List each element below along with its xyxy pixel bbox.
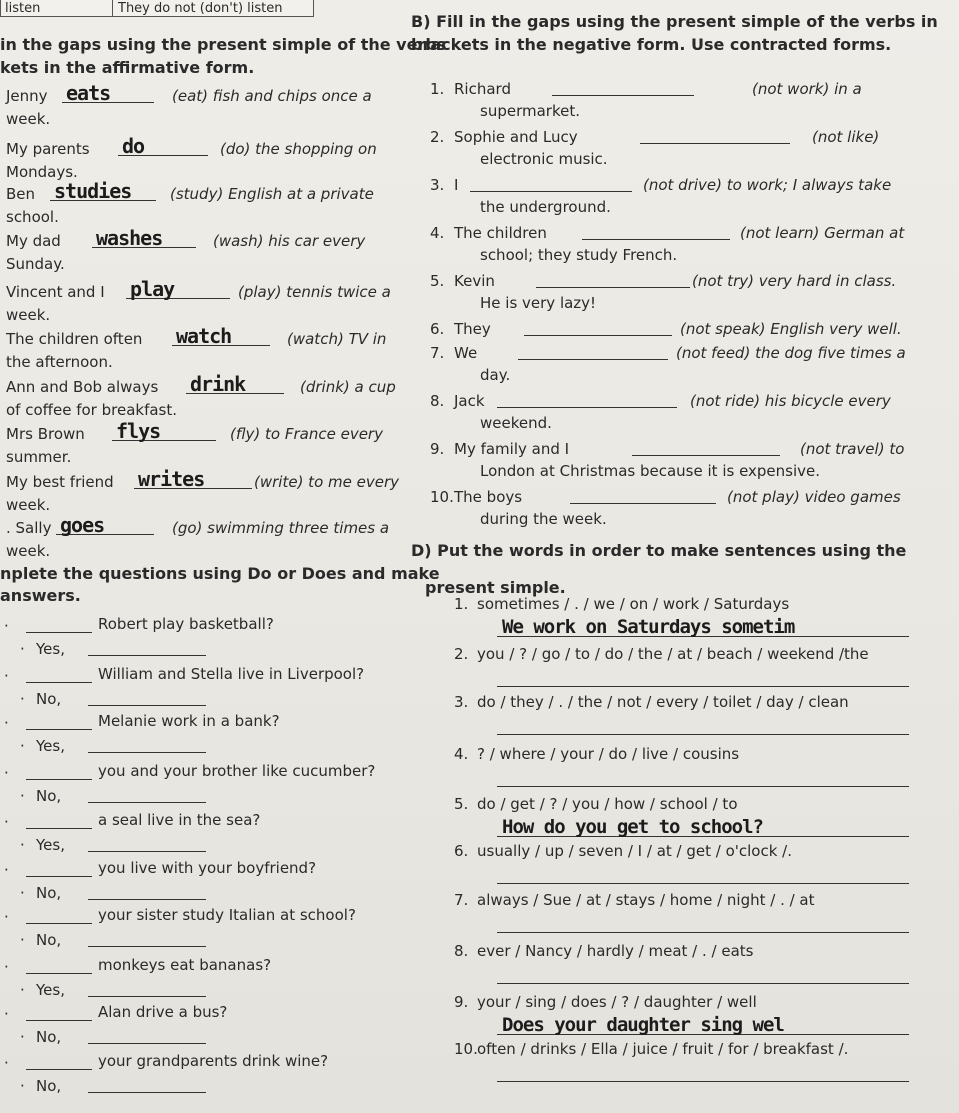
section-d-word-list: your / sing / does / ? / daughter / well bbox=[477, 993, 757, 1011]
section-b-item-prompt: (not ride) his bicycle every bbox=[690, 392, 891, 410]
section-c-bullet: · bbox=[20, 884, 25, 902]
section-d-item-number: 6. bbox=[454, 842, 469, 860]
section-a-item-continuation: the afternoon. bbox=[6, 353, 113, 371]
section-b-item-continuation: during the week. bbox=[480, 510, 607, 528]
section-c-question: Robert play basketball? bbox=[98, 615, 274, 633]
section-a-item-continuation: week. bbox=[6, 542, 51, 560]
section-d-sentence-blank[interactable] bbox=[497, 883, 909, 884]
section-a-heading-line2: kets in the affirmative form. bbox=[0, 58, 255, 77]
section-c-bullet: · bbox=[4, 958, 9, 976]
section-c-short-answer-blank[interactable] bbox=[88, 1043, 206, 1044]
section-c-bullet: · bbox=[4, 667, 9, 685]
section-a-item-subject: Jenny bbox=[6, 87, 48, 105]
section-b-item-subject: They bbox=[454, 320, 491, 338]
section-c-answer-start: Yes, bbox=[36, 836, 65, 854]
section-a-item-prompt: (drink) a cup bbox=[300, 378, 396, 396]
section-a-item-prompt: (go) swimming three times a bbox=[172, 519, 390, 537]
section-a-item-prompt: (write) to me every bbox=[254, 473, 399, 491]
section-b-item-prompt: (not work) in a bbox=[752, 80, 862, 98]
section-c-answer-start: No, bbox=[36, 931, 62, 949]
section-a-item-prompt: (do) the shopping on bbox=[220, 140, 377, 158]
section-a-handwritten-answer: play bbox=[130, 277, 175, 301]
section-b-item-continuation: supermarket. bbox=[480, 102, 580, 120]
section-a-handwritten-answer: drink bbox=[190, 372, 246, 396]
section-b-item-prompt: (not play) video games bbox=[727, 488, 901, 506]
section-c-bullet: · bbox=[20, 787, 25, 805]
section-d-handwritten-sentence: We work on Saturdays sometim bbox=[502, 616, 795, 638]
section-a-item-prompt: (wash) his car every bbox=[213, 232, 366, 250]
section-c-do-does-blank[interactable] bbox=[26, 973, 92, 974]
section-b-item-number: 5. bbox=[430, 272, 445, 290]
section-c-short-answer-blank[interactable] bbox=[88, 899, 206, 900]
section-b-item-prompt: (not travel) to bbox=[800, 440, 905, 458]
section-b-item-number: 6. bbox=[430, 320, 445, 338]
section-c-question: Alan drive a bus? bbox=[98, 1003, 228, 1021]
top-example: They do not (don't) listen bbox=[118, 1, 283, 16]
section-c-answer-start: No, bbox=[36, 1077, 62, 1095]
section-d-sentence-blank[interactable] bbox=[497, 734, 909, 735]
section-c-answer-start: No, bbox=[36, 1028, 62, 1046]
section-b-answer-blank[interactable] bbox=[518, 359, 668, 360]
section-d-word-list: ? / where / your / do / live / cousins bbox=[477, 745, 740, 763]
section-a-item-prompt: (fly) to France every bbox=[230, 425, 383, 443]
section-c-bullet: · bbox=[20, 737, 25, 755]
section-c-short-answer-blank[interactable] bbox=[88, 705, 206, 706]
section-b-item-subject: The boys bbox=[454, 488, 523, 506]
section-d-sentence-blank[interactable] bbox=[497, 1081, 909, 1082]
section-d-item-number: 2. bbox=[454, 645, 469, 663]
section-a-item-prompt: (study) English at a private bbox=[170, 185, 374, 203]
section-b-item-continuation: weekend. bbox=[480, 414, 552, 432]
section-a-item-prompt: (eat) fish and chips once a bbox=[172, 87, 372, 105]
section-b-item-prompt: (not learn) German at bbox=[740, 224, 905, 242]
section-c-bullet: · bbox=[4, 813, 9, 831]
section-b-answer-blank[interactable] bbox=[524, 335, 672, 336]
section-c-bullet: · bbox=[4, 908, 9, 926]
section-d-item-number: 1. bbox=[454, 595, 469, 613]
section-c-question: your sister study Italian at school? bbox=[98, 906, 356, 924]
section-a-handwritten-answer: studies bbox=[54, 179, 132, 203]
section-c-do-does-blank[interactable] bbox=[26, 923, 92, 924]
section-c-do-does-blank[interactable] bbox=[26, 828, 92, 829]
section-c-short-answer-blank[interactable] bbox=[88, 802, 206, 803]
section-a-handwritten-answer: eats bbox=[66, 81, 111, 105]
section-c-bullet: · bbox=[20, 981, 25, 999]
section-d-item-number: 3. bbox=[454, 693, 469, 711]
section-b-item-continuation: electronic music. bbox=[480, 150, 608, 168]
section-c-bullet: · bbox=[20, 640, 25, 658]
section-a-item-subject: My parents bbox=[6, 140, 90, 158]
section-c-question: you and your brother like cucumber? bbox=[98, 762, 376, 780]
section-c-question: your grandparents drink wine? bbox=[98, 1052, 329, 1070]
section-c-do-does-blank[interactable] bbox=[26, 1069, 92, 1070]
section-c-question: William and Stella live in Liverpool? bbox=[98, 665, 365, 683]
section-b-answer-blank[interactable] bbox=[640, 143, 790, 144]
section-b-item-number: 2. bbox=[430, 128, 445, 146]
section-b-item-prompt: (not try) very hard in class. bbox=[692, 272, 897, 290]
section-d-word-list: you / ? / go / to / do / the / at / beach / weekend /the bbox=[477, 645, 869, 663]
section-b-item-number: 8. bbox=[430, 392, 445, 410]
section-b-item-continuation: school; they study French. bbox=[480, 246, 678, 264]
section-a-handwritten-answer: goes bbox=[60, 513, 105, 537]
section-a-item-subject: Ann and Bob always bbox=[6, 378, 159, 396]
section-b-item-subject: Richard bbox=[454, 80, 511, 98]
section-d-word-list: ever / Nancy / hardly / meat / . / eats bbox=[477, 942, 754, 960]
section-c-answer-start: No, bbox=[36, 884, 62, 902]
section-a-item-subject: My best friend bbox=[6, 473, 114, 491]
section-a-handwritten-answer: watch bbox=[176, 324, 232, 348]
section-a-item-subject: My dad bbox=[6, 232, 61, 250]
section-a-item-subject: Mrs Brown bbox=[6, 425, 85, 443]
section-d-item-number: 9. bbox=[454, 993, 469, 1011]
top-word-listen: listen bbox=[5, 1, 41, 16]
section-b-item-subject: Sophie and Lucy bbox=[454, 128, 578, 146]
section-b-answer-blank[interactable] bbox=[582, 239, 730, 240]
section-c-do-does-blank[interactable] bbox=[26, 632, 92, 633]
section-a-handwritten-answer: flys bbox=[116, 419, 161, 443]
section-c-short-answer-blank[interactable] bbox=[88, 996, 206, 997]
section-b-item-subject: Kevin bbox=[454, 272, 495, 290]
section-c-question: Melanie work in a bank? bbox=[98, 712, 280, 730]
section-c-bullet: · bbox=[4, 617, 9, 635]
section-b-heading-line1: B) Fill in the gaps using the present simple of the verbs in bbox=[411, 12, 938, 31]
section-d-item-number: 8. bbox=[454, 942, 469, 960]
section-c-short-answer-blank[interactable] bbox=[88, 752, 206, 753]
section-c-do-does-blank[interactable] bbox=[26, 779, 92, 780]
section-b-answer-blank[interactable] bbox=[536, 287, 690, 288]
section-c-answer-start: No, bbox=[36, 690, 62, 708]
section-b-item-number: 10. bbox=[430, 488, 454, 506]
section-b-answer-blank[interactable] bbox=[552, 95, 694, 96]
section-b-item-prompt: (not feed) the dog five times a bbox=[676, 344, 906, 362]
section-a-item-subject: Vincent and I bbox=[6, 283, 105, 301]
section-c-do-does-blank[interactable] bbox=[26, 1020, 92, 1021]
section-a-item-continuation: week. bbox=[6, 110, 51, 128]
section-a-item-subject: . Sally bbox=[6, 519, 52, 537]
section-a-item-subject: Ben bbox=[6, 185, 36, 203]
section-d-word-list: do / get / ? / you / how / school / to bbox=[477, 795, 738, 813]
section-d-sentence-blank[interactable] bbox=[497, 786, 909, 787]
section-c-bullet: · bbox=[20, 931, 25, 949]
section-d-handwritten-sentence: How do you get to school? bbox=[502, 816, 763, 838]
section-a-item-prompt: (watch) TV in bbox=[287, 330, 387, 348]
section-b-heading-line2: brackets in the negative form. Use contracted forms. bbox=[411, 35, 892, 54]
section-a-item-continuation: week. bbox=[6, 306, 51, 324]
section-d-heading-line2: present simple. bbox=[425, 578, 566, 597]
section-d-word-list: usually / up / seven / I / at / get / o'clock /. bbox=[477, 842, 792, 860]
section-a-handwritten-answer: do bbox=[122, 134, 145, 158]
section-c-short-answer-blank[interactable] bbox=[88, 1092, 206, 1093]
section-c-answer-start: Yes, bbox=[36, 737, 65, 755]
section-c-bullet: · bbox=[20, 1028, 25, 1046]
section-b-item-subject: My family and I bbox=[454, 440, 570, 458]
section-c-bullet: · bbox=[4, 714, 9, 732]
section-c-heading-line1: nplete the questions using Do or Does and make bbox=[0, 564, 440, 583]
section-c-question: monkeys eat bananas? bbox=[98, 956, 272, 974]
section-c-question: a seal live in the sea? bbox=[98, 811, 261, 829]
section-b-item-continuation: He is very lazy! bbox=[480, 294, 597, 312]
section-c-answer-start: No, bbox=[36, 787, 62, 805]
section-b-item-subject: The children bbox=[454, 224, 547, 242]
section-d-word-list: always / Sue / at / stays / home / night / . / at bbox=[477, 891, 815, 909]
section-b-answer-blank[interactable] bbox=[632, 455, 780, 456]
section-c-answer-start: Yes, bbox=[36, 981, 65, 999]
section-d-word-list: do / they / . / the / not / every / toilet / day / clean bbox=[477, 693, 849, 711]
section-c-short-answer-blank[interactable] bbox=[88, 946, 206, 947]
section-a-heading-line1: in the gaps using the present simple of the verbs bbox=[0, 35, 447, 54]
section-b-item-continuation: day. bbox=[480, 366, 511, 384]
section-b-item-continuation: London at Christmas because it is expensive. bbox=[480, 462, 821, 480]
section-a-handwritten-answer: washes bbox=[96, 226, 163, 250]
section-c-short-answer-blank[interactable] bbox=[88, 655, 206, 656]
section-d-item-number: 7. bbox=[454, 891, 469, 909]
section-a-handwritten-answer: writes bbox=[138, 467, 205, 491]
section-d-item-number: 4. bbox=[454, 745, 469, 763]
section-c-bullet: · bbox=[20, 836, 25, 854]
section-b-item-number: 4. bbox=[430, 224, 445, 242]
section-c-do-does-blank[interactable] bbox=[26, 876, 92, 877]
section-b-answer-blank[interactable] bbox=[497, 407, 677, 408]
section-c-question: you live with your boyfriend? bbox=[98, 859, 317, 877]
section-a-item-continuation: Mondays. bbox=[6, 163, 78, 181]
section-d-item-number: 5. bbox=[454, 795, 469, 813]
section-a-item-continuation: week. bbox=[6, 496, 51, 514]
section-b-item-continuation: the underground. bbox=[480, 198, 611, 216]
section-d-heading-line1: D) Put the words in order to make sentences using the bbox=[411, 541, 907, 560]
section-b-item-number: 7. bbox=[430, 344, 445, 362]
section-b-item-number: 3. bbox=[430, 176, 445, 194]
section-a-item-subject: The children often bbox=[6, 330, 143, 348]
section-c-short-answer-blank[interactable] bbox=[88, 851, 206, 852]
section-b-item-number: 9. bbox=[430, 440, 445, 458]
section-c-do-does-blank[interactable] bbox=[26, 682, 92, 683]
section-b-item-number: 1. bbox=[430, 80, 445, 98]
section-c-bullet: · bbox=[4, 1054, 9, 1072]
section-b-item-prompt: (not speak) English very well. bbox=[680, 320, 902, 338]
section-b-item-subject: Jack bbox=[454, 392, 485, 410]
section-c-bullet: · bbox=[20, 690, 25, 708]
section-c-bullet: · bbox=[4, 764, 9, 782]
section-d-sentence-blank[interactable] bbox=[497, 686, 909, 687]
section-b-answer-blank[interactable] bbox=[470, 191, 632, 192]
section-b-answer-blank[interactable] bbox=[570, 503, 716, 504]
section-d-word-list: sometimes / . / we / on / work / Saturdays bbox=[477, 595, 790, 613]
section-c-bullet: · bbox=[4, 861, 9, 879]
section-b-item-prompt: (not drive) to work; I always take bbox=[643, 176, 892, 194]
section-a-item-continuation: of coffee for breakfast. bbox=[6, 401, 178, 419]
section-d-sentence-blank[interactable] bbox=[497, 983, 909, 984]
section-b-item-subject: I bbox=[454, 176, 459, 194]
section-d-word-list: often / drinks / Ella / juice / fruit / for / breakfast /. bbox=[477, 1040, 849, 1058]
section-a-item-prompt: (play) tennis twice a bbox=[238, 283, 391, 301]
section-c-bullet: · bbox=[20, 1077, 25, 1095]
section-d-sentence-blank[interactable] bbox=[497, 932, 909, 933]
section-d-item-number: 10. bbox=[454, 1040, 478, 1058]
section-a-item-continuation: Sunday. bbox=[6, 255, 65, 273]
section-a-item-continuation: summer. bbox=[6, 448, 72, 466]
section-c-bullet: · bbox=[4, 1005, 9, 1023]
section-c-do-does-blank[interactable] bbox=[26, 729, 92, 730]
section-c-answer-start: Yes, bbox=[36, 640, 65, 658]
section-b-item-subject: We bbox=[454, 344, 478, 362]
section-c-heading-line2: answers. bbox=[0, 586, 81, 605]
section-d-handwritten-sentence: Does your daughter sing wel bbox=[502, 1014, 784, 1036]
section-a-item-continuation: school. bbox=[6, 208, 59, 226]
section-b-item-prompt: (not like) bbox=[812, 128, 880, 146]
